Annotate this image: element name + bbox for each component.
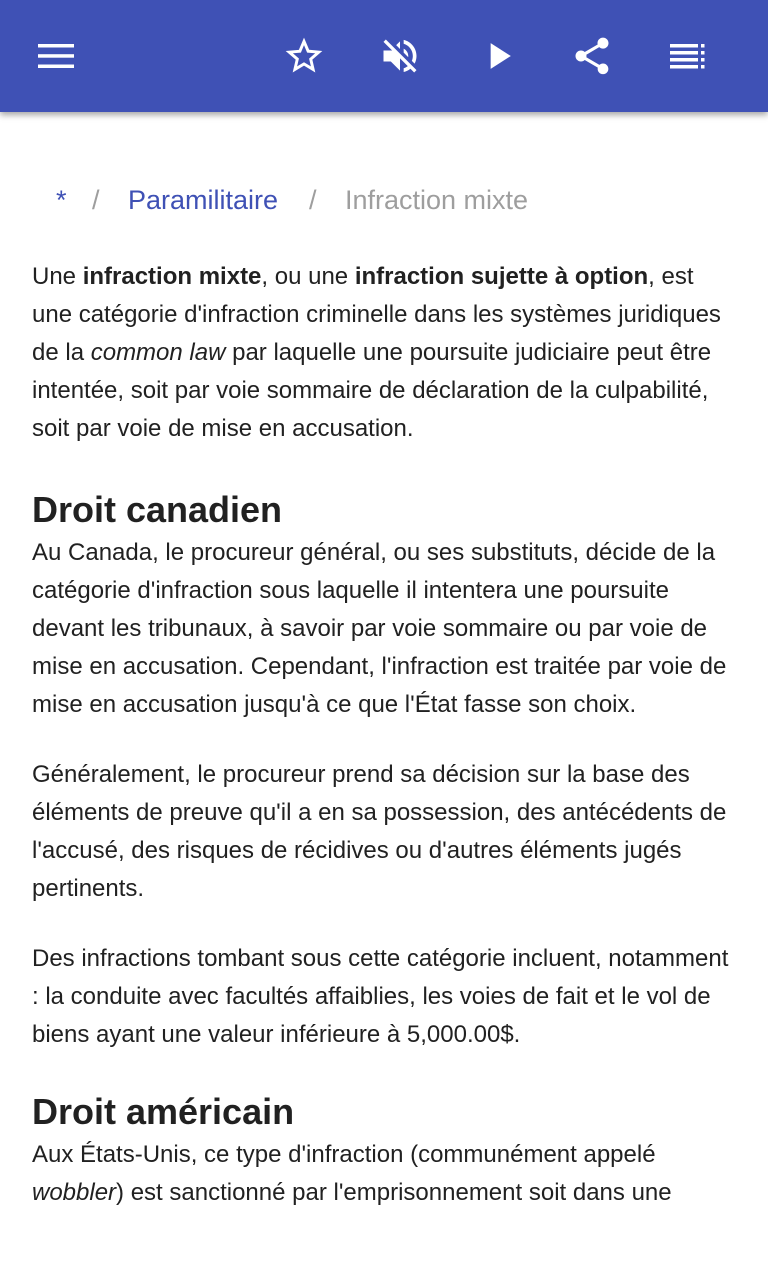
share-button[interactable] bbox=[564, 28, 620, 84]
menu-button[interactable] bbox=[28, 28, 84, 84]
share-icon bbox=[570, 34, 614, 78]
breadcrumb-parent-link[interactable]: Paramilitaire bbox=[128, 185, 279, 215]
breadcrumb bbox=[0, 180, 768, 220]
breadcrumb-separator: / bbox=[309, 185, 317, 215]
bold-term: infraction sujette à option bbox=[354, 263, 649, 290]
breadcrumb-separator: / bbox=[92, 185, 100, 215]
section-heading-usa: Droit américain bbox=[32, 1091, 295, 1132]
volume-off-icon bbox=[378, 34, 422, 78]
paragraph: Au Canada, le procureur général, ou ses substituts, décide de la catégorie d'infraction sous laquelle il intentera une poursuite devant les tribunaux, à savoir par voie sommaire ou par voie de mise en accusation. Cependant, l'infraction est traitée par voie de mise en accusation jusqu'à ce que l'État fasse son choix. bbox=[32, 539, 727, 718]
paragraph: Généralement, le procureur prend sa décision sur la base des éléments de preuve qu'il a en sa possession, des antécédents de l'accusé, des risques de récidives ou d'autres éléments jugés pertinents. bbox=[32, 761, 727, 902]
article-body bbox=[32, 258, 740, 1212]
intro-paragraph: Une infraction mixte, ou une infraction sujette à option, est une catégorie d'infraction criminelle dans les systèmes juridiques de la common law par laquelle une poursuite judiciaire peut être intentée, soit par voie sommaire de déclaration de la culpabilité, soit par voie de mise en accusation. bbox=[32, 263, 721, 442]
app-toolbar bbox=[0, 0, 768, 112]
italic-term: wobbler bbox=[32, 1179, 117, 1206]
favorite-button[interactable] bbox=[276, 28, 332, 84]
hamburger-menu-icon bbox=[36, 41, 76, 71]
playlist-icon bbox=[668, 41, 708, 71]
play-button[interactable] bbox=[470, 28, 526, 84]
breadcrumb-home-link[interactable]: * bbox=[56, 185, 67, 215]
italic-term: common law bbox=[90, 339, 226, 366]
breadcrumb-current: Infraction mixte bbox=[345, 185, 529, 215]
star-outline-icon bbox=[282, 34, 326, 78]
play-icon bbox=[476, 34, 520, 78]
paragraph: Des infractions tombant sous cette catégorie incluent, notamment : la conduite avec facultés affaiblies, les voies de fait et le vol de biens ayant une valeur inférieure à 5,000.00$. bbox=[32, 945, 729, 1048]
section-heading-canada: Droit canadien bbox=[32, 489, 283, 530]
mute-button[interactable] bbox=[372, 28, 428, 84]
paragraph: Aux États-Unis, ce type d'infraction (communément appelé wobbler) est sanctionné par l'emprisonnement soit dans une bbox=[32, 1141, 672, 1206]
bold-term: infraction mixte bbox=[82, 263, 262, 290]
contents-list-button[interactable] bbox=[660, 28, 716, 84]
